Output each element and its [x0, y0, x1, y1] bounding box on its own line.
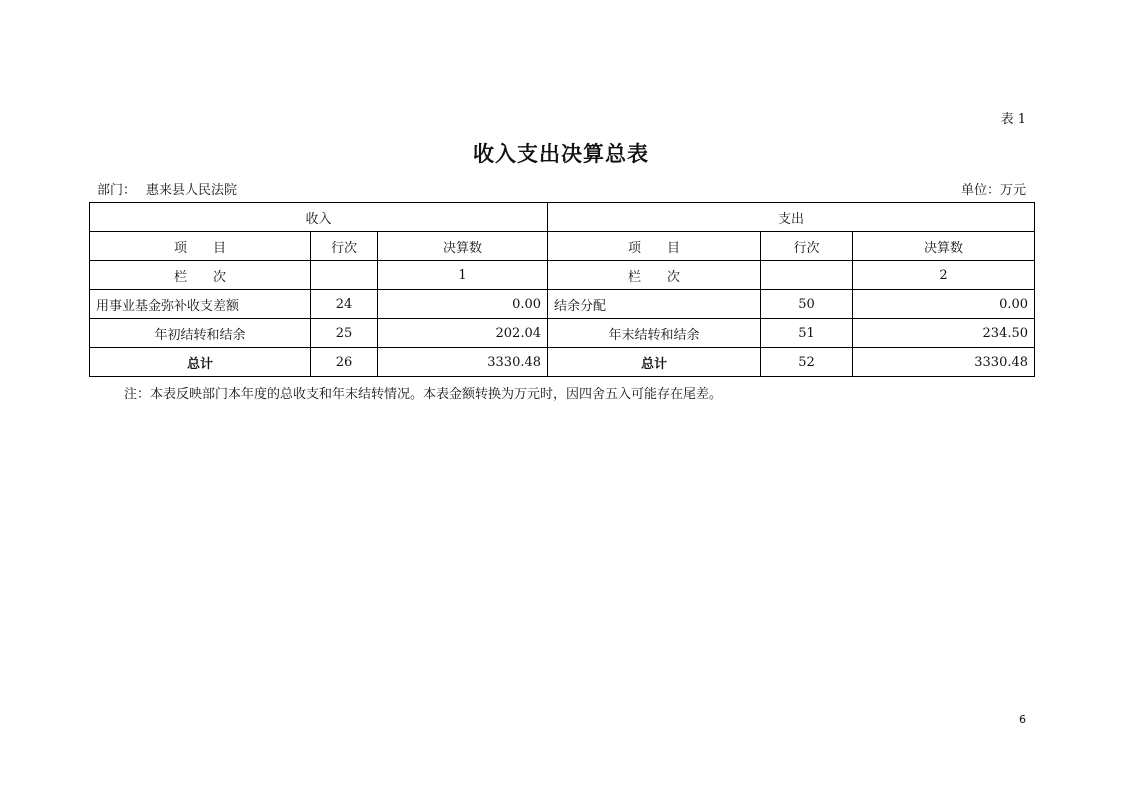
expense-column-number: 2: [853, 261, 1035, 290]
expense-lanci-empty: [761, 261, 853, 290]
income-item-header: 项 目: [90, 232, 311, 261]
expense-amount-header: 决算数: [853, 232, 1035, 261]
total-row: [90, 348, 1035, 377]
income-total-label: 总计: [90, 348, 311, 377]
expense-item-cell: 结余分配: [548, 290, 761, 319]
income-lanci-label: 栏 次: [90, 261, 311, 290]
income-section-header: 收入: [90, 203, 548, 232]
income-row-header: 行次: [311, 232, 378, 261]
expense-total-row: 52: [761, 348, 853, 377]
department-name: 惠来县人民法院: [146, 183, 238, 198]
table-row: [90, 290, 1035, 319]
expense-section-header: 支出: [548, 203, 1035, 232]
expense-total-label: 总计: [548, 348, 761, 377]
expense-row-cell: 51: [761, 319, 853, 348]
income-item-cell: 年初结转和结余: [90, 319, 311, 348]
expense-item-cell: 年末结转和结余: [548, 319, 761, 348]
income-item-cell: 用事业基金弥补收支差额: [90, 290, 311, 319]
income-expense-table: [89, 202, 1035, 377]
table-row: [90, 319, 1035, 348]
income-amount-cell: 202.04: [378, 319, 548, 348]
expense-amount-cell: 0.00: [853, 290, 1035, 319]
income-row-cell: 25: [311, 319, 378, 348]
expense-item-header: 项 目: [548, 232, 761, 261]
table-note: 注：本表反映部门本年度的总收支和年末结转情况。本表金额转换为万元时，因四舍五入可能存在尾差。: [124, 387, 723, 402]
section-header-row: [90, 203, 1035, 232]
income-amount-header: 决算数: [378, 232, 548, 261]
expense-amount-cell: 234.50: [853, 319, 1035, 348]
income-total-amount: 3330.48: [378, 348, 548, 377]
income-column-number: 1: [378, 261, 548, 290]
expense-lanci-label: 栏 次: [548, 261, 761, 290]
expense-total-amount: 3330.48: [853, 348, 1035, 377]
income-row-cell: 24: [311, 290, 378, 319]
column-header-row: [90, 232, 1035, 261]
income-lanci-empty: [311, 261, 378, 290]
table-number: 表 1: [1000, 112, 1026, 127]
department-line: [97, 179, 237, 198]
department-label: 部门：: [97, 183, 137, 198]
expense-row-cell: 50: [761, 290, 853, 319]
income-total-row: 26: [311, 348, 378, 377]
unit-label: 单位：万元: [960, 183, 1026, 198]
income-amount-cell: 0.00: [378, 290, 548, 319]
page-title: 收入支出决算总表: [473, 142, 649, 166]
column-number-row: [90, 261, 1035, 290]
expense-row-header: 行次: [761, 232, 853, 261]
page-number: 6: [1019, 713, 1026, 726]
